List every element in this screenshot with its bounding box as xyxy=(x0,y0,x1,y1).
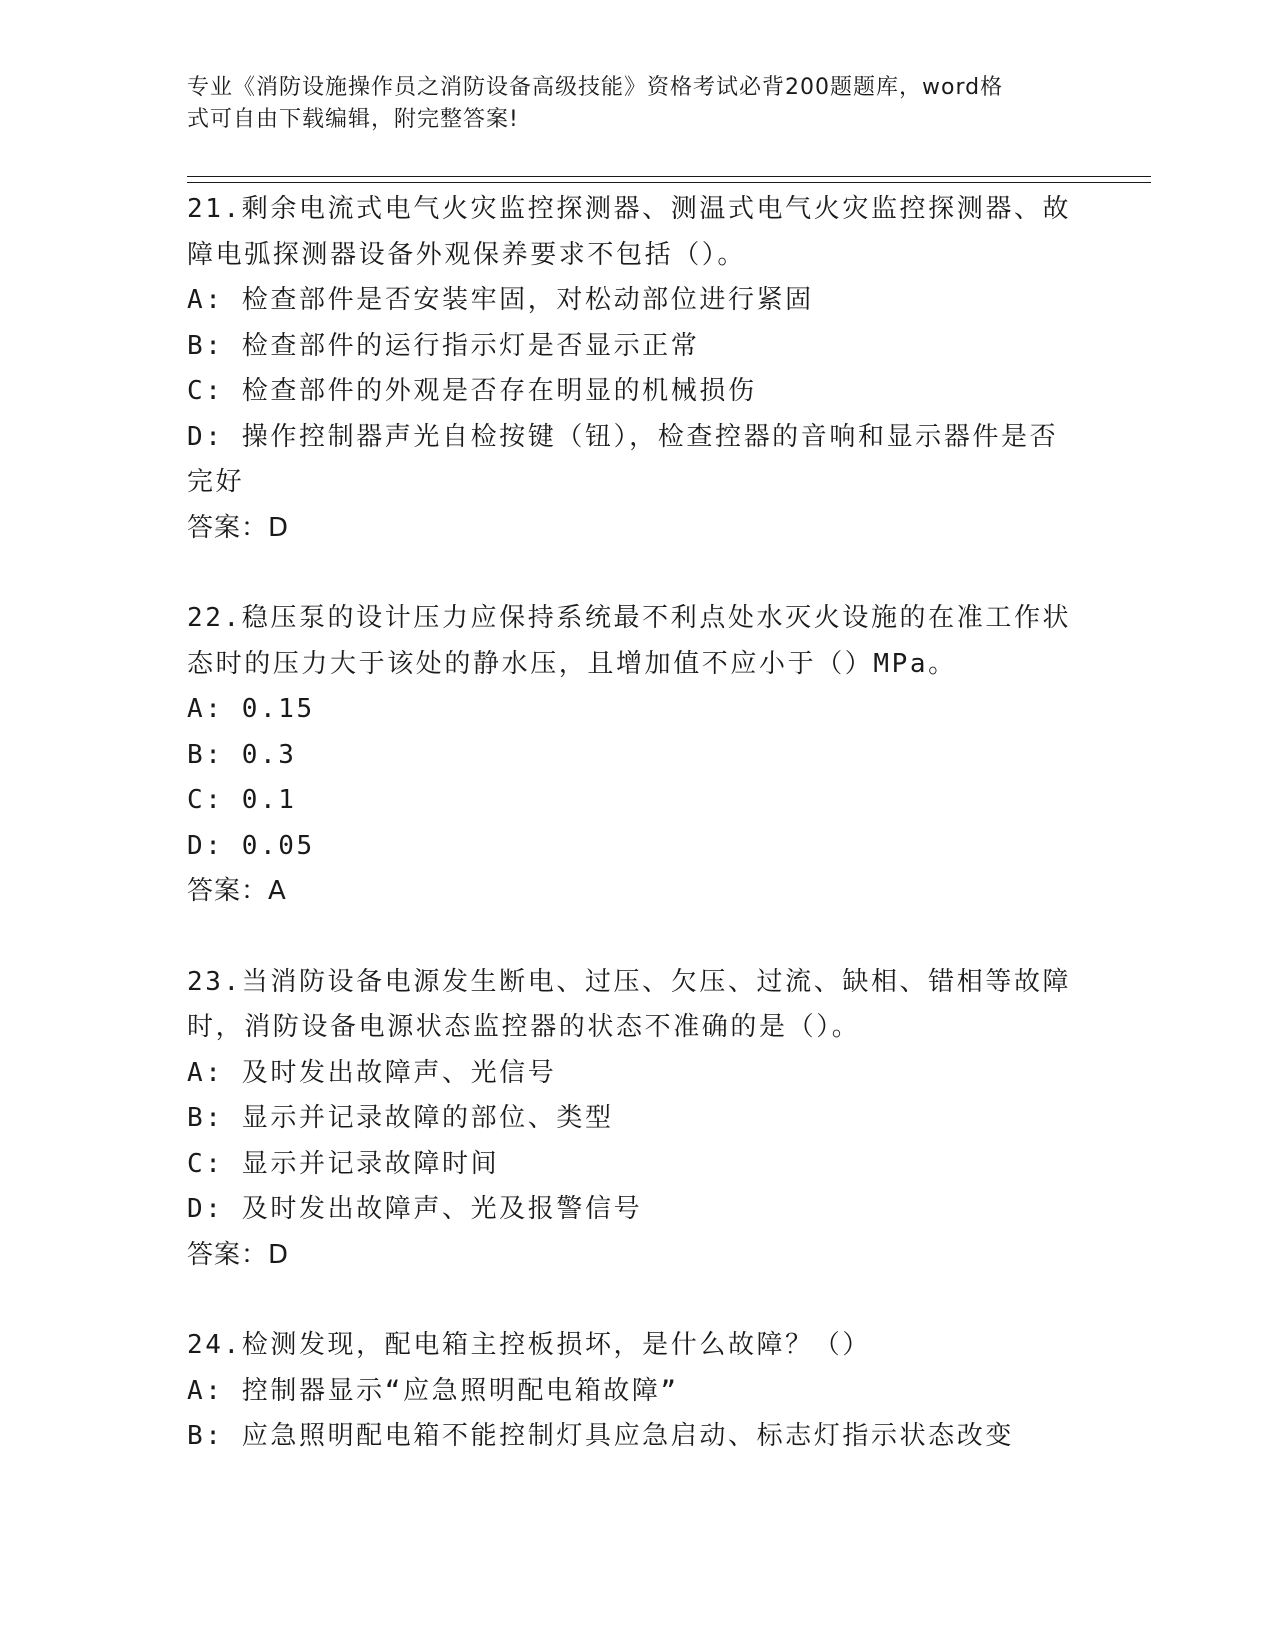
answer-option xyxy=(187,1051,1087,1097)
option-label: C : xyxy=(187,785,242,815)
question-block xyxy=(187,596,1087,915)
option-label: C : xyxy=(187,1149,242,1179)
option-text: 及时发出故障声、光信号 xyxy=(241,1057,557,1088)
option-label: D : xyxy=(187,831,242,861)
question-stem-line: 23.当消防设备电源发生断电、过压、欠压、过流、缺相、错相等故障 xyxy=(187,966,1072,997)
answer-option xyxy=(187,415,1087,461)
answer-option xyxy=(187,687,1087,733)
option-text: 检查部件是否安装牢固，对松动部位进行紧固 xyxy=(241,285,814,315)
answer-option xyxy=(187,324,1087,370)
answer-option xyxy=(187,278,1087,324)
answer-option xyxy=(187,1414,1087,1460)
option-label: B : xyxy=(187,740,242,770)
answer-option xyxy=(187,778,1087,824)
option-label: D : xyxy=(187,1194,242,1224)
option-label: B : xyxy=(187,331,242,361)
header-divider-bottom xyxy=(187,182,1151,183)
answer-option xyxy=(187,1096,1087,1142)
option-label: A : xyxy=(187,285,242,315)
answer-option xyxy=(187,1369,1087,1415)
option-label: B : xyxy=(187,1421,242,1451)
question-stem-line: 障电弧探测器设备外观保养要求不包括（）。 xyxy=(187,239,747,270)
question-stem-line: 态时的压力大于该处的静水压，且增加值不应小于（）MPa。 xyxy=(187,648,957,679)
answer-key: 答案：A xyxy=(187,876,287,906)
question-stem-line: 22.稳压泵的设计压力应保持系统最不利点处水灭火设施的在准工作状 xyxy=(187,603,1072,633)
question-stem-line: 时，消防设备电源状态监控器的状态不准确的是（）。 xyxy=(187,1012,861,1042)
option-text: 操作控制器声光自检按键（钮），检查控器的音响和显示器件是否 xyxy=(241,421,1059,452)
option-label: D : xyxy=(187,422,242,452)
answer-key: 答案：D xyxy=(187,512,290,543)
option-text: 0.05 xyxy=(241,830,315,861)
header-line-1: 专业《消防设施操作员之消防设备高级技能》资格考试必背200题题库，word格 xyxy=(187,75,1004,100)
option-text: 及时发出故障声、光及报警信号 xyxy=(241,1194,643,1224)
answer-option xyxy=(187,1187,1087,1233)
question-list xyxy=(187,187,1087,1505)
option-label: A : xyxy=(187,1058,242,1088)
option-label: B : xyxy=(187,1103,242,1133)
header-line-2: 式可自由下载编辑，附完整答案! xyxy=(187,107,519,132)
answer-option xyxy=(187,1142,1087,1188)
answer-key: 答案：D xyxy=(187,1239,290,1270)
option-label: A : xyxy=(187,694,242,724)
option-text: 0.1 xyxy=(241,785,297,815)
option-text: 完好 xyxy=(187,467,245,497)
option-text: 0.15 xyxy=(241,694,315,724)
option-text: 应急照明配电箱不能控制灯具应急启动、标志灯指示状态改变 xyxy=(241,1421,1014,1451)
question-stem-line: 21.剩余电流式电气火灾监控探测器、测温式电气火灾监控探测器、故 xyxy=(187,194,1072,224)
answer-option xyxy=(187,369,1087,415)
header-divider-top xyxy=(187,176,1151,177)
option-text: 控制器显示“应急照明配电箱故障” xyxy=(241,1375,679,1406)
option-text: 检查部件的外观是否存在明显的机械损伤 xyxy=(241,376,757,406)
option-text: 显示并记录故障的部位、类型 xyxy=(241,1103,614,1133)
option-text: 显示并记录故障时间 xyxy=(241,1148,500,1179)
option-text: 0.3 xyxy=(241,739,297,770)
question-block xyxy=(187,187,1087,551)
question-stem-line: 24.检测发现，配电箱主控板损坏，是什么故障？（） xyxy=(187,1330,871,1360)
option-label: A : xyxy=(187,1376,242,1406)
answer-option xyxy=(187,824,1087,870)
question-block xyxy=(187,960,1087,1279)
question-block xyxy=(187,1323,1087,1460)
answer-option xyxy=(187,733,1087,779)
option-label: C : xyxy=(187,376,242,406)
document-header xyxy=(187,72,1067,136)
option-text: 检查部件的运行指示灯是否显示正常 xyxy=(241,330,700,361)
answer-option xyxy=(187,460,1087,506)
